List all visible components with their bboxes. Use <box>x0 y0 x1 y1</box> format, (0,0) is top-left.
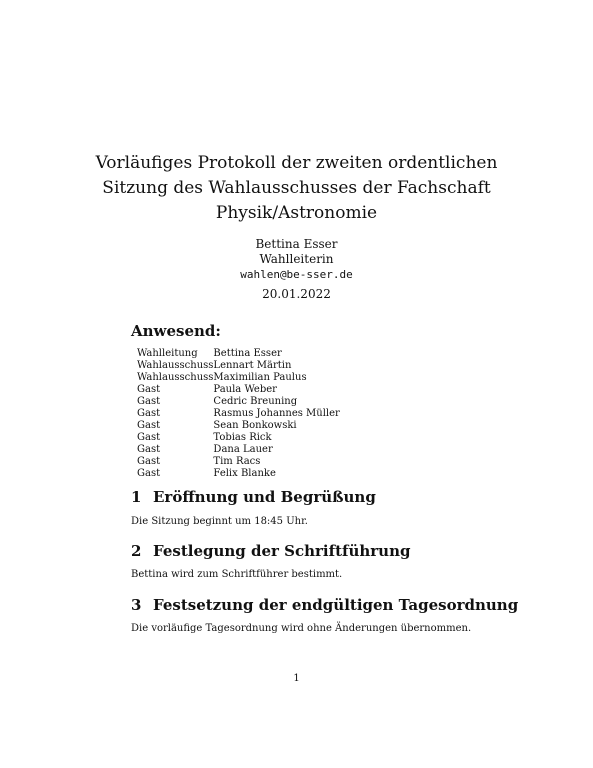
attendee-name: Tobias Rick <box>213 432 272 443</box>
attendee-name: Dana Lauer <box>213 444 273 455</box>
attendee-name: Paula Weber <box>213 384 277 395</box>
author-email: wahlen@be-sser.de <box>240 268 353 281</box>
attendee-row <box>137 408 340 420</box>
section-text-2: Bettina wird zum Schriftführer bestimmt. <box>131 569 343 580</box>
attendee-row <box>137 444 340 456</box>
attendee-row <box>137 360 340 372</box>
title-line-2: Sitzung des Wahlausschusses der Fachschaft <box>102 178 491 198</box>
attendee-name: Cedric Breuning <box>213 396 298 407</box>
document-title <box>0 151 593 226</box>
attendee-name: Felix Blanke <box>213 468 276 479</box>
attendee-role: Gast <box>137 444 161 455</box>
title-line-1: Vorläufiges Protokoll der zweiten ordentlichen <box>95 153 498 173</box>
attendee-row <box>137 468 340 480</box>
attendee-name: Sean Bonkowski <box>213 420 297 431</box>
title-line-3: Physik/Astronomie <box>215 203 378 223</box>
attendee-role: Gast <box>137 396 161 407</box>
attendee-name: Rasmus Johannes Müller <box>213 408 340 419</box>
attendee-row <box>137 372 340 384</box>
attendee-role: Gast <box>137 384 161 395</box>
section-number: 2 <box>131 542 142 560</box>
attendee-role: Gast <box>137 456 161 467</box>
attendee-role: Gast <box>137 408 161 419</box>
attendee-role: Wahlausschuss <box>137 360 214 371</box>
section-heading-3 <box>131 596 518 614</box>
author-role: Wahlleiterin <box>259 252 334 266</box>
section-heading-2 <box>131 542 410 560</box>
page-number: 1 <box>293 673 300 684</box>
section-text-1: Die Sitzung beginnt um 18:45 Uhr. <box>131 516 308 527</box>
section-title: Eröffnung und Begrüßung <box>153 488 376 506</box>
author-block <box>0 237 593 282</box>
attendance-table <box>137 348 340 480</box>
document-date: 20.01.2022 <box>262 287 331 301</box>
attendee-role: Gast <box>137 432 161 443</box>
attendee-row <box>137 384 340 396</box>
attendance-heading: Anwesend: <box>131 322 221 340</box>
attendee-name: Tim Racs <box>213 456 261 467</box>
attendee-row <box>137 396 340 408</box>
attendee-name: Maximilian Paulus <box>213 372 307 383</box>
attendee-row <box>137 348 340 360</box>
attendee-row <box>137 420 340 432</box>
attendee-name: Bettina Esser <box>213 348 282 359</box>
attendee-name: Lennart Märtin <box>213 360 292 371</box>
section-text-3: Die vorläufige Tagesordnung wird ohne Änderungen übernommen. <box>131 623 472 634</box>
section-number: 1 <box>131 488 142 506</box>
attendee-row <box>137 456 340 468</box>
author-name: Bettina Esser <box>255 237 338 251</box>
section-number: 3 <box>131 596 142 614</box>
attendee-role: Gast <box>137 420 161 431</box>
attendee-role: Gast <box>137 468 161 479</box>
attendee-role: Wahlleitung <box>137 348 198 359</box>
section-title: Festlegung der Schriftführung <box>153 542 411 560</box>
attendee-role: Wahlausschuss <box>137 372 214 383</box>
section-title: Festsetzung der endgültigen Tagesordnung <box>153 596 519 614</box>
section-heading-1 <box>131 488 376 506</box>
attendee-row <box>137 432 340 444</box>
